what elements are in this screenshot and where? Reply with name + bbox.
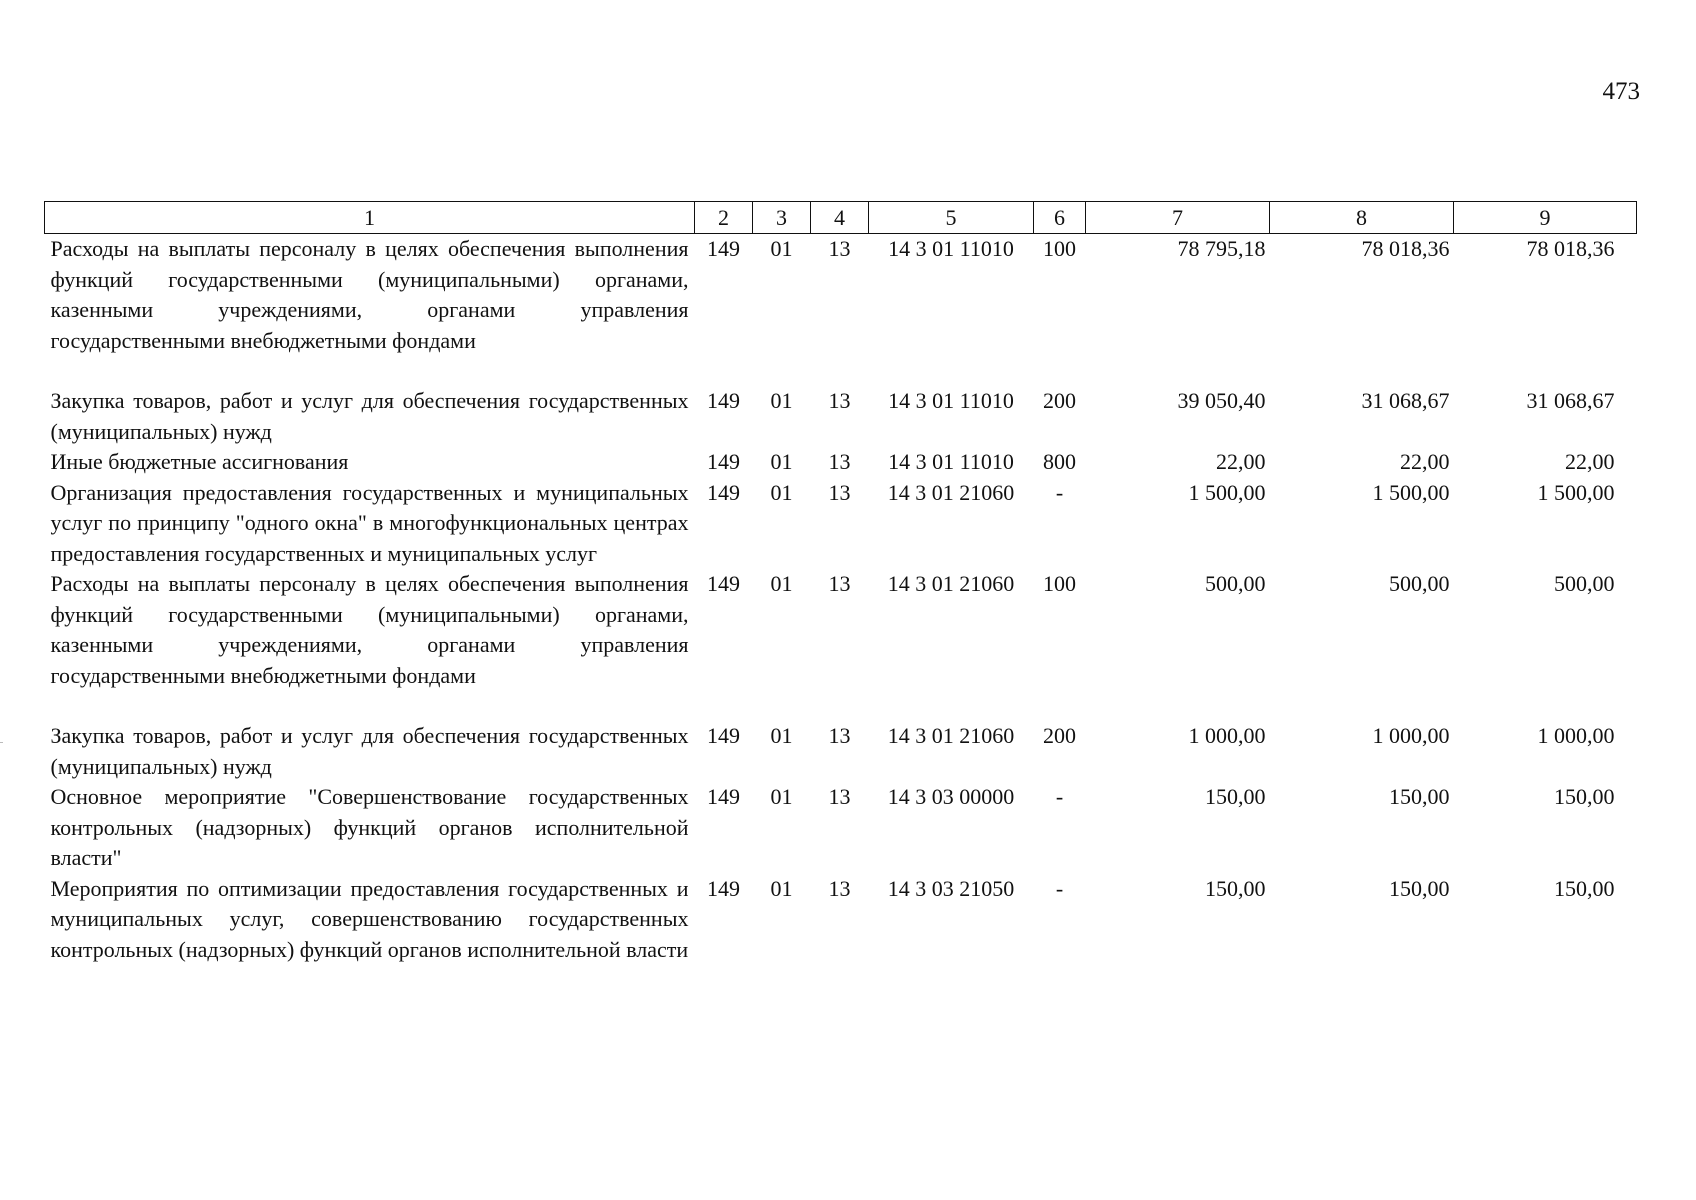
target-article-code: 14 3 03 00000: [887, 784, 1015, 809]
section-code: 01: [770, 875, 793, 901]
table-row: [45, 386, 1637, 447]
amount-col-9: 31 068,67: [1526, 388, 1615, 413]
target-article-code: 14 3 01 11010: [888, 236, 1014, 261]
amount-col-9: 500,00: [1554, 571, 1615, 596]
amount-col-7: 150,00: [1205, 784, 1266, 809]
expense-type-code: 100: [1043, 571, 1076, 596]
ministry-code: 149: [707, 571, 740, 596]
expense-name: Иные бюджетные ассигнования: [50, 449, 349, 474]
amount-col-8: 150,00: [1389, 784, 1450, 809]
column-header: 4: [811, 202, 869, 234]
column-header: 5: [869, 202, 1034, 234]
section-code: 01: [770, 388, 793, 413]
target-article-code: 14 3 03 21050: [887, 875, 1015, 901]
header-row: [45, 202, 1637, 234]
table-row: [45, 569, 1637, 721]
amount-col-7: 1 500,00: [1188, 479, 1266, 505]
expense-name: Организация предоставления государственных и муниципальных услуг по принципу "одного окна" в многофункциональных центрах предоставления государственных и муниципальных услуг: [50, 479, 689, 566]
column-header: 1: [45, 202, 695, 234]
page-number: 473: [1602, 78, 1640, 105]
subsection-code: 13: [828, 236, 851, 261]
amount-col-8: 22,00: [1400, 449, 1450, 474]
ministry-code: 149: [707, 723, 740, 748]
amount-col-7: 78 795,18: [1177, 236, 1266, 261]
amount-col-7: 39 050,40: [1177, 388, 1266, 413]
expense-type-code: -: [1055, 479, 1064, 505]
ministry-code: 149: [707, 388, 740, 413]
column-header: 9: [1454, 202, 1637, 234]
column-header: 3: [753, 202, 811, 234]
table-row: [45, 234, 1637, 387]
ministry-code: 149: [707, 479, 740, 505]
expense-type-code: 200: [1043, 723, 1076, 748]
amount-col-8: 150,00: [1389, 875, 1450, 901]
expense-name: Мероприятия по оптимизации предоставления государственных и муниципальных услуг, совершенствованию государственных контрольных (надзорных) функций органов исполнительной власти: [50, 875, 689, 962]
expense-type-code: 200: [1043, 388, 1076, 413]
amount-col-7: 500,00: [1205, 571, 1266, 596]
amount-col-9: 150,00: [1554, 784, 1615, 809]
section-code: 01: [770, 571, 793, 596]
budget-table: [44, 201, 1637, 965]
amount-col-8: 500,00: [1389, 571, 1450, 596]
amount-col-9: 22,00: [1565, 449, 1615, 474]
amount-col-8: 78 018,36: [1361, 236, 1450, 261]
target-article-code: 14 3 01 21060: [887, 479, 1015, 505]
table-row: [45, 447, 1637, 478]
expense-name: Расходы на выплаты персоналу в целях обеспечения выполнения функций государственными (муниципальными) органами, казенными учреждениями, органами управления государственными внебюджетными фондами: [50, 571, 689, 688]
section-code: 01: [770, 723, 793, 748]
subsection-code: 13: [828, 875, 851, 901]
expense-name: Расходы на выплаты персоналу в целях обеспечения выполнения функций государственными (муниципальными) органами, казенными учреждениями, органами управления государственными внебюджетными фондами: [50, 236, 689, 353]
table-row: [45, 721, 1637, 782]
amount-col-8: 1 000,00: [1372, 723, 1450, 748]
subsection-code: 13: [828, 723, 851, 748]
column-header: 7: [1086, 202, 1270, 234]
ministry-code: 149: [707, 449, 740, 474]
target-article-code: 14 3 01 11010: [888, 388, 1014, 413]
section-code: 01: [770, 784, 793, 809]
expense-name: Основное мероприятие "Совершенствование государственных контрольных (надзорных) функций органов исполнительной власти": [50, 784, 689, 870]
ministry-code: 149: [707, 784, 740, 809]
target-article-code: 14 3 01 11010: [888, 449, 1014, 474]
amount-col-7: 150,00: [1205, 875, 1266, 901]
subsection-code: 13: [828, 479, 851, 505]
amount-col-7: 1 000,00: [1188, 723, 1266, 748]
target-article-code: 14 3 01 21060: [887, 571, 1015, 596]
expense-type-code: 800: [1043, 449, 1076, 474]
section-code: 01: [770, 236, 793, 261]
section-code: 01: [770, 479, 793, 505]
subsection-code: 13: [828, 388, 851, 413]
table-row: [45, 478, 1637, 570]
table-row: [45, 782, 1637, 874]
subsection-code: 13: [828, 784, 851, 809]
section-code: 01: [770, 449, 793, 474]
amount-col-9: 1 000,00: [1537, 723, 1615, 748]
column-header: 6: [1034, 202, 1086, 234]
table-row: [45, 874, 1637, 966]
subsection-code: 13: [828, 449, 851, 474]
ministry-code: 149: [707, 236, 740, 261]
amount-col-9: 150,00: [1554, 875, 1615, 901]
amount-col-9: 78 018,36: [1526, 236, 1615, 261]
expense-type-code: 100: [1043, 236, 1076, 261]
amount-col-9: 1 500,00: [1537, 479, 1615, 505]
scan-edge-mark: [0, 742, 3, 743]
amount-col-7: 22,00: [1216, 449, 1266, 474]
column-header: 2: [695, 202, 753, 234]
expense-type-code: -: [1055, 875, 1064, 901]
column-header: 8: [1270, 202, 1454, 234]
target-article-code: 14 3 01 21060: [887, 723, 1015, 748]
expense-name: Закупка товаров, работ и услуг для обеспечения государственных (муниципальных) нужд: [50, 388, 689, 444]
subsection-code: 13: [828, 571, 851, 596]
ministry-code: 149: [707, 875, 740, 901]
amount-col-8: 31 068,67: [1361, 388, 1450, 413]
expense-type-code: -: [1055, 784, 1064, 809]
expense-name: Закупка товаров, работ и услуг для обеспечения государственных (муниципальных) нужд: [50, 723, 689, 779]
amount-col-8: 1 500,00: [1372, 479, 1450, 505]
